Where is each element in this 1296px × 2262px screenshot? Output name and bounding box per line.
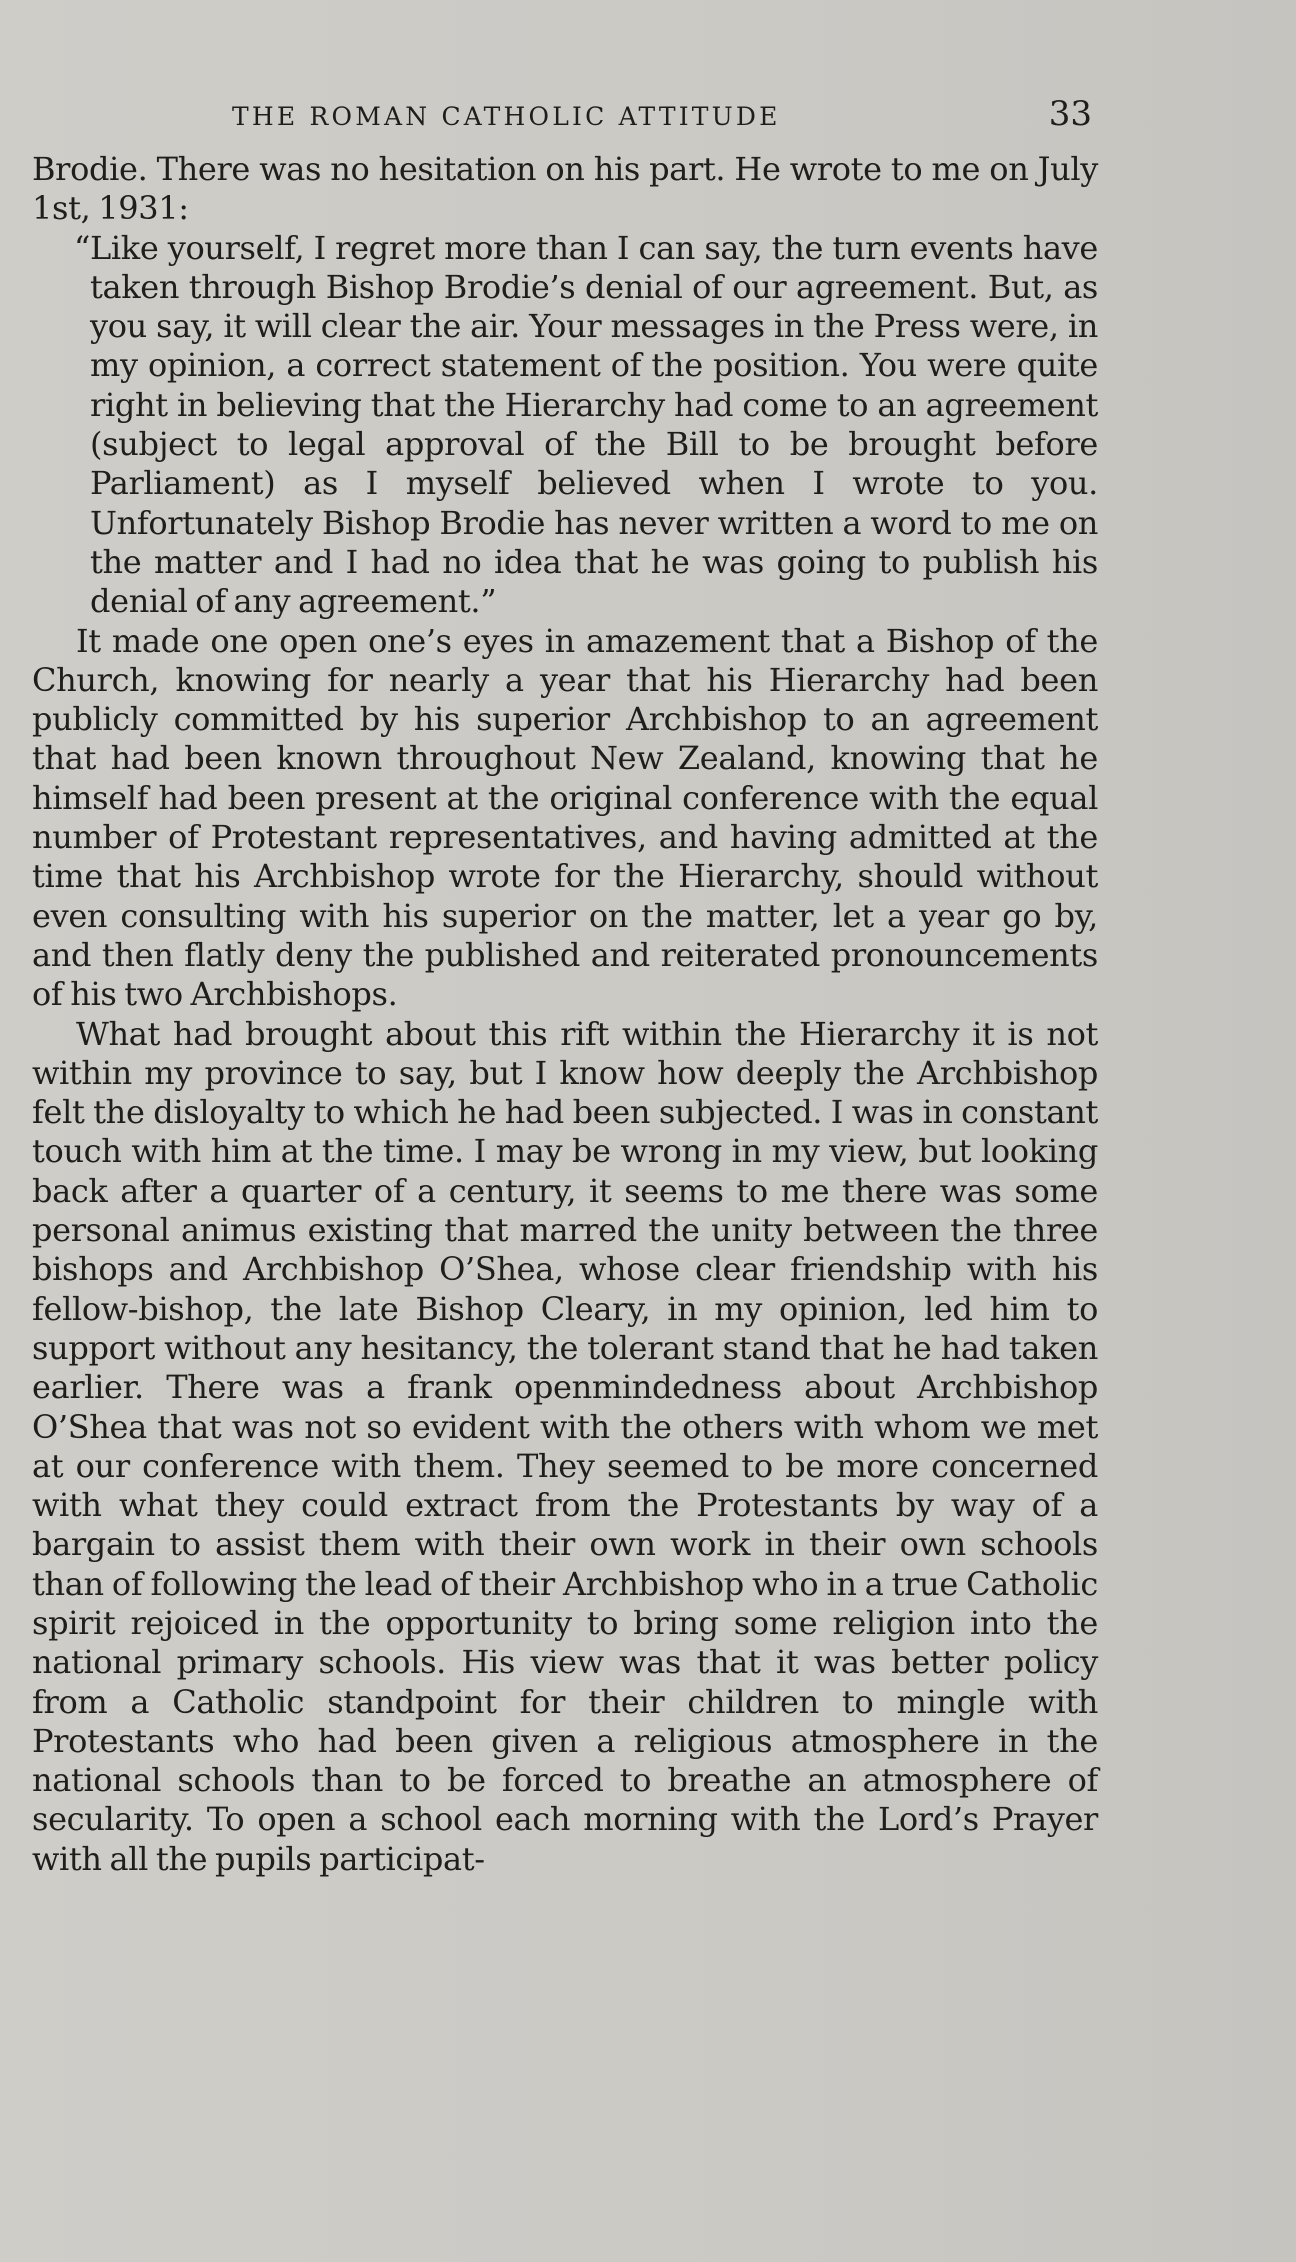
body-text [32,150,1098,1879]
running-title: THE ROMAN CATHOLIC ATTITUDE [232,102,781,131]
paragraph-continued: Brodie. There was no hesitation on his part. He wrote to me on July 1st, 1931: [32,150,1098,228]
letter-quote: “Like yourself, I regret more than I can say, the turn events have taken through Bishop Brodie’s denial of our agreement. But, as you say, it will clear the air. Your messages in the Press were, in my opinion, a correct statement of the position. You were quite right in believing that the Hierarchy had come to an agreement (subject to legal approval of the Bill to be brought before Parliament) as I myself believed when I wrote to you. Unfortunately Bishop Brodie has never written a word to me on the matter and I had no idea that he was going to publish his denial of any agreement.” [74,228,1098,621]
paragraph: It made one open one’s eyes in amazement that a Bishop of the Church, knowing for nearly a year that his Hierarchy had been publicly committed by his superior Archbishop to an agreement that had been known throughout New Zealand, knowing that he himself had been present at the original conference with the equal number of Protestant representatives, and having admitted at the time that his Archbishop wrote for the Hierarchy, should without even consulting with his superior on the matter, let a year go by, and then flatly deny the published and reiterated pronouncements of his two Archbishops. [32,621,1098,1014]
paragraph: What had brought about this rift within the Hierarchy it is not within my province to say, but I know how deeply the Archbishop felt the disloyalty to which he had been subjected. I was in constant touch with him at the time. I may be wrong in my view, but looking back after a quarter of a century, it seems to me there was some personal animus existing that marred the unity between the three bishops and Archbishop O’Shea, whose clear friendship with his fellow-bishop, the late Bishop Cleary, in my opinion, led him to support without any hesitancy, the tolerant stand that he had taken earlier. There was a frank openmindedness about Archbishop O’Shea that was not so evident with the others with whom we met at our conference with them. They seemed to be more concerned with what they could extract from the Protestants by way of a bargain to assist them with their own work in their own schools than of following the lead of their Archbishop who in a true Catholic spirit rejoiced in the opportunity to bring some religion into the national primary schools. His view was that it was better policy from a Catholic standpoint for their children to mingle with Protestants who had been given a religious atmosphere in the national schools than to be forced to breathe an atmosphere of secularity. To open a school each morning with the Lord’s Prayer with all the pupils participat- [32,1014,1098,1878]
running-head [232,94,1092,138]
page-number: 33 [1048,94,1092,134]
